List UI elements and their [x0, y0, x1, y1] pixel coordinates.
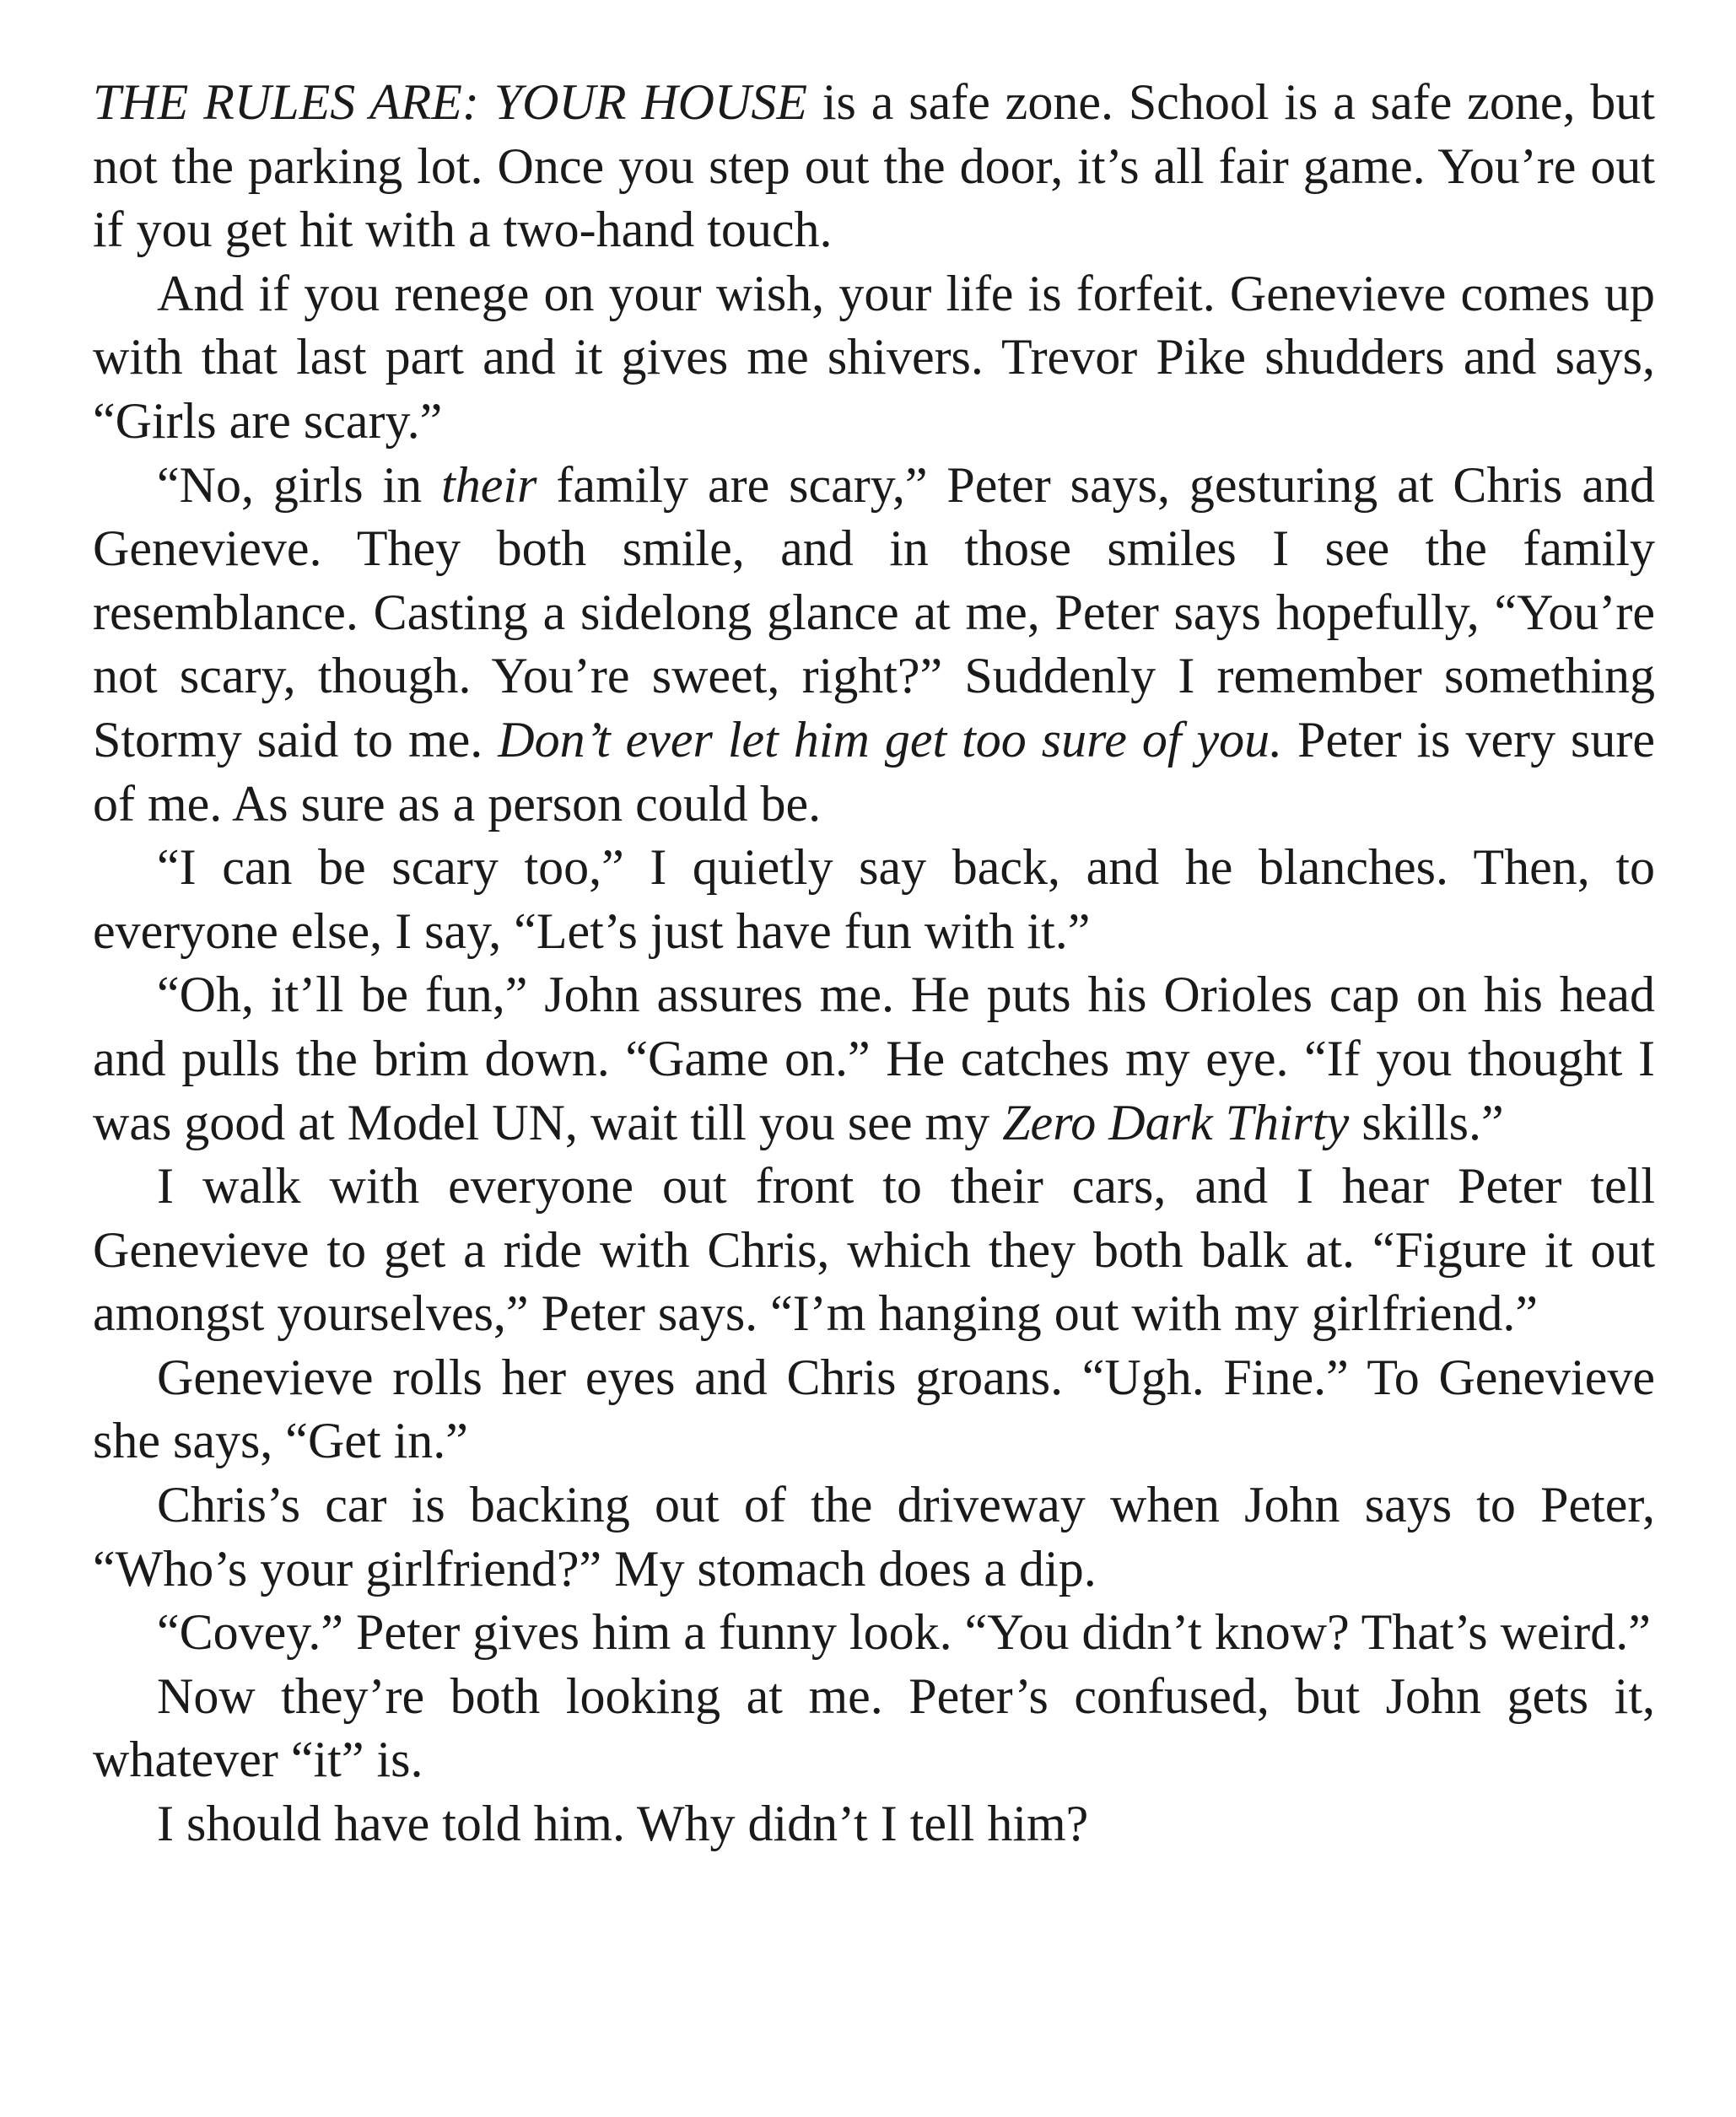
paragraph: [93, 454, 1655, 837]
italic-text-run: Zero Dark Thirty: [1002, 1094, 1350, 1150]
paragraph: [93, 262, 1655, 454]
italic-text-run: their: [441, 456, 537, 513]
paragraph: [93, 1473, 1655, 1601]
paragraph: [93, 1665, 1655, 1792]
paragraph: [93, 1346, 1655, 1473]
text-run: Peter is very sure of me. As sure as a person could be.: [93, 711, 1656, 832]
italic-text-run: THE RULES ARE: YOUR HOUSE: [93, 74, 807, 130]
paragraph: [93, 1792, 1655, 1856]
text-run: I should have told him. Why didn’t I tell him?: [157, 1796, 1089, 1852]
paragraph: [93, 1601, 1655, 1665]
text-run: skills.”: [1349, 1094, 1504, 1150]
text-run: family are scary,” Peter says, gesturing at Chris and Genevieve. They both smile, and in those smiles I see the family resemblance. Casting a sidelong glance at me, Peter says hopefully, “You’re not scary, though. You’re sweet, right?” Suddenly I remember something Stormy said to me.: [93, 456, 1655, 768]
text-run: is a safe zone. School is a safe zone, but not the parking lot. Once you step out the door, it’s all fair game. You’re out if you get hit with a two-hand touch.: [93, 74, 1655, 258]
text-run: “I can be scary too,” I quietly say back, and he blanches. Then, to everyone else, I say, “Let’s just have fun with it.”: [93, 839, 1655, 959]
text-run: I walk with everyone out front to their cars, and I hear Peter tell Genevieve to get a ride with Chris, which they both balk at. “Figure it out amongst yourselves,” Peter says. “I’m hanging out with my girlfriend.”: [93, 1158, 1655, 1342]
text-run: Now they’re both looking at me. Peter’s confused, but John gets it, whatever “it” is.: [93, 1667, 1655, 1788]
text-run: “Oh, it’ll be fun,” John assures me. He puts his Orioles cap on his head and pulls the brim down. “Game on.” He catches my eye. “If you thought I was good at Model UN, wait till you see my: [93, 967, 1655, 1150]
text-run: Chris’s car is backing out of the driveway when John says to Peter, “Who’s your girlfriend?” My stomach does a dip.: [93, 1477, 1655, 1597]
book-page-text: [93, 71, 1655, 1856]
paragraph: [93, 1155, 1655, 1346]
paragraph: [93, 71, 1655, 262]
text-run: “No, girls in: [157, 456, 442, 513]
text-run: And if you renege on your wish, your life is forfeit. Genevieve comes up with that last part and it gives me shivers. Trevor Pike shudders and says, “Girls are scary.”: [93, 265, 1655, 449]
paragraph: [93, 836, 1655, 963]
paragraph: [93, 963, 1655, 1155]
text-run: “Covey.” Peter gives him a funny look. “You didn’t know? That’s weird.”: [157, 1604, 1651, 1661]
text-run: Genevieve rolls her eyes and Chris groans. “Ugh. Fine.” To Genevieve she says, “Get in.”: [93, 1349, 1655, 1469]
italic-text-run: Don’t ever let him get too sure of you.: [498, 711, 1283, 768]
